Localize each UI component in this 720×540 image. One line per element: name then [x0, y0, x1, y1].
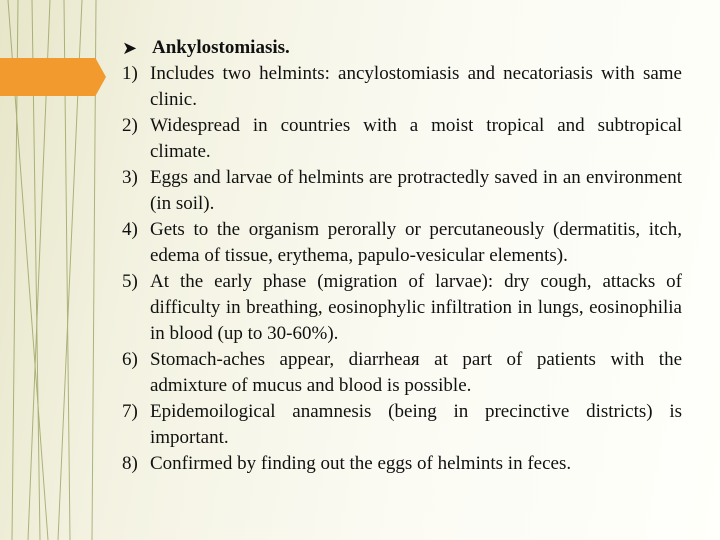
heading-text: Ankylostomiasis. — [152, 37, 290, 58]
slide-content — [122, 35, 682, 477]
list-item: 5) At the early phase (migration of larvae): dry cough, attacks of difficulty in breathing, eosinophylic infiltration in lungs, eosinophilia in blood (up to 30-60%). — [122, 271, 682, 344]
list-item: 4) Gets to the organism perorally or percutaneously (dermatitis, itch, edema of tissue, erythema, papulo-vesicular elements). — [122, 219, 682, 266]
numbered-list — [122, 61, 682, 477]
list-item: 2) Widespread in countries with a moist tropical and subtropical climate. — [122, 115, 682, 162]
arrow-checkmark-icon: ➤ — [122, 38, 138, 58]
accent-arrow-bar — [0, 58, 106, 96]
list-item: 3) Eggs and larvae of helmints are protractedly saved in an environment (in soil). — [122, 167, 682, 214]
list-item: 1) Includes two helmints: ancylostomiasis and necatoriasis with same clinic. — [122, 63, 682, 110]
slide-heading — [122, 35, 682, 61]
list-item: 6) Stomach-aches appear, diarrheaя at part of patients with the admixture of mucus and blood is possible. — [122, 349, 682, 396]
list-item: 7) Epidemoilogical anamnesis (being in precinctive districts) is important. — [122, 401, 682, 448]
list-item: 8) Confirmed by finding out the eggs of helmints in feces. — [122, 453, 572, 474]
